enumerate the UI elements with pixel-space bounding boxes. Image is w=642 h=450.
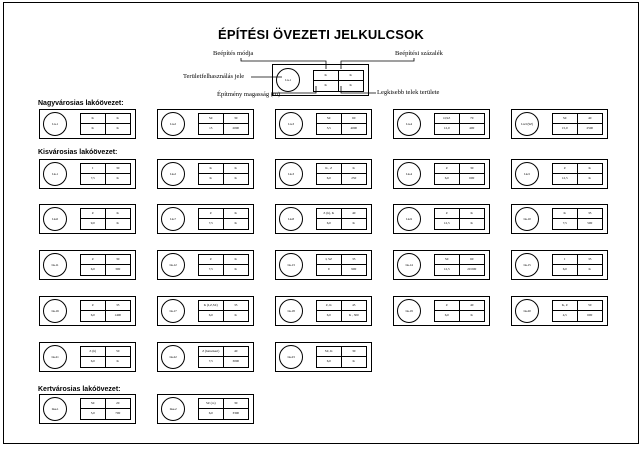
zone-value-grid [80,113,131,135]
zone-card [393,250,490,280]
zone-cell-height: 6,0 [317,357,342,367]
zone-value-grid [198,346,249,368]
zone-cell-building-mode: O,SZ [435,114,460,124]
zone-card [511,296,608,326]
zone-cell-min-plot: 300 [115,267,121,272]
zone-symbol: Lk-4 [397,162,421,186]
section-heading-kisvarosias: Kisvárosias lakóövezet: [38,149,118,156]
zone-symbol: Ln-1 [43,112,67,136]
zone-cell-coverage: 35 [578,255,603,265]
zone-symbol: Lk-15 [515,253,539,277]
zone-cell-height: 6,0 [199,409,224,419]
zone-cell-building-mode: Z [435,301,460,311]
zone-cell-min-plot: K [116,176,119,181]
zone-cell-height: 6,0 [317,311,342,321]
zone-symbol: Lke-2 [161,397,185,421]
zone-cell-coverage: 50 [578,301,603,311]
zone-card [157,394,254,424]
zone-symbol: Lk-6 [43,207,67,231]
zone-cell-coverage: 30 [224,114,249,124]
zone-value-grid [80,254,131,276]
zone-cell-min-plot: K , 300 [348,313,359,318]
zone-symbol: Lk-21 [43,345,67,369]
zone-cell-building-mode: I [81,164,106,174]
zone-cell-coverage: 40 [342,209,367,219]
zone-symbol: Lk-3 [279,162,303,186]
zone-cell-coverage: 40 [460,301,485,311]
zone-symbol: Ln-4 [397,112,421,136]
zone-card [393,204,490,234]
legend-cell-building-mode: K [314,71,339,81]
zone-value-grid [80,300,131,322]
zone-cell-coverage: 30 [106,255,131,265]
zone-cell-building-mode: Z [553,164,578,174]
zone-cell-min-plot: K [116,359,119,364]
zone-cell-coverage: 20 [106,399,131,409]
zone-cell-building-mode: Z [435,164,460,174]
zone-cell-height: 6,0 [553,265,578,275]
zone-cell-height: 5,0 [81,409,106,419]
zone-cell-coverage: 35 [342,255,367,265]
zone-cell-coverage: 30 [224,399,249,409]
zone-cell-coverage: 35 [106,301,131,311]
zone-card [393,159,490,189]
zone-card [39,159,136,189]
zone-value-grid [316,208,367,230]
zone-symbol: Lk-18 [279,299,303,323]
zone-symbol: Lk-9 [397,207,421,231]
zone-cell-min-plot: 2500 [586,126,594,131]
zone-symbol: Ln-3 [279,112,303,136]
zone-cell-min-plot: K [234,176,237,181]
zone-cell-building-mode: SZ [435,255,460,265]
zone-cell-coverage: 35 [224,301,249,311]
zone-card [157,159,254,189]
zone-cell-min-plot: 600 [469,176,475,181]
zone-value-grid [198,254,249,276]
zone-cell-building-mode: SZ [553,114,578,124]
zone-value-grid [316,113,367,135]
zone-cell-min-plot: 400 [469,126,475,131]
zone-symbol: Lk-7 [161,207,185,231]
zone-symbol: Lk-14 [397,253,421,277]
zone-cell-min-plot: 2000 [232,126,240,131]
legend-label-building-height: Építmény magasság (m) [217,91,281,98]
zone-card [39,394,136,424]
zone-cell-min-plot: K [352,359,355,364]
zone-symbol: Lk-19 [397,299,421,323]
zone-symbol: Ln-5 (SZ) [515,112,539,136]
zone-cell-min-plot: 500 [587,221,593,226]
zone-cell-min-plot: 1400 [114,313,122,318]
zone-symbol: Ln-2 [161,112,185,136]
zone-cell-building-mode: K (I,Z,SZ) [199,301,224,311]
zone-value-grid [198,113,249,135]
zone-value-grid [198,398,249,420]
zone-card [511,109,608,139]
zone-symbol: Lk-1 [43,162,67,186]
zone-cell-min-plot: K [352,221,355,226]
zone-cell-coverage: 40 [578,114,603,124]
zone-cell-coverage: K [224,164,249,174]
zone-cell-min-plot: 20 000 [467,267,477,272]
zone-cell-height: 12,5 [435,265,460,275]
zone-cell-height: 6,0 [435,174,460,184]
zone-value-grid [198,300,249,322]
zone-cell-coverage: K [224,209,249,219]
zone-cell-building-mode: K [81,114,106,124]
zone-cell-min-plot: 3300 [232,411,240,416]
zone-cell-height: 7,5 [553,219,578,229]
zoning-key-sheet [3,2,639,444]
zone-card [157,250,254,280]
zone-cell-coverage: 45 [342,301,367,311]
legend-grid [313,70,364,92]
zone-cell-min-plot: K [588,176,591,181]
zone-value-grid [198,163,249,185]
zone-cell-building-mode: Z (hatsókert) [199,347,224,357]
zone-symbol: Lk-5 [515,162,539,186]
zone-cell-height: 6,0 [199,311,224,321]
zone-card [39,296,136,326]
zone-cell-min-plot: 4000 [350,126,358,131]
zone-cell-coverage: 40 [224,347,249,357]
zone-value-grid [552,113,603,135]
zone-cell-height: 12,5 [435,219,460,229]
zone-card [157,342,254,372]
zone-cell-building-mode: Z [199,255,224,265]
zone-cell-building-mode: Z [435,209,460,219]
zone-value-grid [80,163,131,185]
zone-cell-min-plot: 700 [115,411,121,416]
zone-value-grid [316,254,367,276]
zone-value-grid [80,208,131,230]
zone-value-grid [552,163,603,185]
zone-value-grid [552,300,603,322]
zone-cell-height: 9,0 [81,219,106,229]
zone-cell-height: 7,5 [199,265,224,275]
zone-cell-min-plot: K [470,221,473,226]
legend-label-building-mode: Beépítés módja [213,50,254,57]
zone-card [39,204,136,234]
zone-symbol: Lk-23 [279,345,303,369]
zone-symbol: Lk-13 [279,253,303,277]
zone-card [275,296,372,326]
zone-value-grid [316,163,367,185]
zone-card [157,204,254,234]
zone-cell-min-plot: K [234,313,237,318]
legend-label-coverage: Beépítési százalék [395,50,443,57]
zone-cell-min-plot: 600 [587,313,593,318]
zone-cell-height: 15 [199,124,224,134]
zone-cell-building-mode: I, SZ [317,255,342,265]
zone-cell-min-plot: 250 [351,176,357,181]
zone-cell-min-plot: K [588,267,591,272]
zone-cell-coverage: 60 [342,114,367,124]
zone-cell-coverage: 35 [578,209,603,219]
zone-card [511,159,608,189]
legend-zone-symbol: Ln-1 [276,68,300,92]
zone-cell-building-mode: K [553,209,578,219]
zone-card [511,204,608,234]
zone-value-grid [80,346,131,368]
legend-cell-height: K [314,81,339,91]
zone-cell-building-mode: SZ [199,114,224,124]
zone-cell-building-mode: SZ, K [317,347,342,357]
zone-cell-building-mode: Z [199,209,224,219]
zone-cell-height: K [81,124,106,134]
zone-card [275,159,372,189]
section-heading-nagyvarosias: Nagyvárosias lakóövezet: [38,100,124,107]
zone-value-grid [198,208,249,230]
zone-cell-height: 9 [317,265,342,275]
zone-cell-min-plot: 3000 [232,359,240,364]
zone-cell-building-mode: Z (h) [81,347,106,357]
zone-symbol: Lk-8 [279,207,303,231]
zone-cell-building-mode: Z [81,209,106,219]
zone-card [39,109,136,139]
zone-cell-height: 4,5 [553,311,578,321]
legend-label-land-use: Területfelhasználás jele [183,73,245,80]
zone-cell-height: 7,5 [199,357,224,367]
zone-cell-height: 6,0 [81,311,106,321]
zone-cell-coverage: K [224,255,249,265]
zone-symbol: Lk-12 [161,253,185,277]
zone-cell-height: 12,5 [553,174,578,184]
zone-cell-coverage: K [460,209,485,219]
zone-cell-building-mode: SZ (cs) [199,399,224,409]
zone-card [393,296,490,326]
zone-cell-building-mode: Z (h), K [317,209,342,219]
zone-symbol: Lke-1 [43,397,67,421]
zone-cell-coverage: K [578,164,603,174]
zone-cell-height: 6,0 [317,174,342,184]
zone-cell-building-mode: K [199,164,224,174]
zone-cell-height: 15,0 [553,124,578,134]
zone-cell-building-mode: K, Z [553,301,578,311]
zone-cell-height: K [199,174,224,184]
zone-card [157,109,254,139]
zone-value-grid [434,113,485,135]
zone-cell-building-mode: SZ [317,114,342,124]
zone-value-grid [316,346,367,368]
zone-cell-coverage: 60 [460,255,485,265]
zone-cell-height: 6,0 [435,311,460,321]
zone-cell-height: 6,0 [81,265,106,275]
zone-card [39,342,136,372]
zone-value-grid [552,254,603,276]
zone-cell-min-plot: K [116,221,119,226]
legend-box [272,64,369,96]
zone-cell-building-mode: Z [81,255,106,265]
zone-card [275,250,372,280]
zone-symbol: Lk-11 [43,253,67,277]
zone-cell-building-mode: SZ [81,399,106,409]
zone-card [393,109,490,139]
zone-card [511,250,608,280]
zone-cell-min-plot: 900 [351,267,357,272]
zone-cell-coverage: K [342,164,367,174]
zone-cell-coverage: 50 [106,347,131,357]
zone-cell-building-mode: K , Z [317,164,342,174]
zone-card [275,342,372,372]
zone-cell-height: 6,0 [81,357,106,367]
zone-cell-coverage: K [106,114,131,124]
zone-cell-coverage: K [106,209,131,219]
zone-symbol: Lk-2 [161,162,185,186]
zone-cell-building-mode: Z, K [317,301,342,311]
zone-cell-building-mode: I [553,255,578,265]
page-title: ÉPÍTÉSI ÖVEZETI JELKULCSOK [217,27,424,42]
zone-card [39,250,136,280]
zone-symbol: Lk-17 [161,299,185,323]
legend-label-min-plot: Legkisebb telek területe [377,89,440,96]
zone-cell-min-plot: K [116,126,119,131]
zone-value-grid [434,208,485,230]
zone-cell-height: 12,0 [435,124,460,134]
zone-value-grid [434,254,485,276]
zone-cell-coverage: 30 [460,164,485,174]
zone-cell-min-plot: K [234,267,237,272]
zone-cell-coverage: 30 [106,164,131,174]
zone-cell-height: 7,5 [81,174,106,184]
section-heading-kertvarosias: Kertvárosias lakóövezet: [38,386,121,393]
zone-card [275,109,372,139]
zone-card [275,204,372,234]
zone-card [157,296,254,326]
legend-cell-coverage: K [339,71,364,81]
zone-symbol: Lk-10 [515,207,539,231]
zone-value-grid [434,163,485,185]
zone-symbol: Lk-20 [515,299,539,323]
zone-cell-coverage: 30 [342,347,367,357]
zone-cell-min-plot: K [470,313,473,318]
zone-symbol: Lk-16 [43,299,67,323]
zone-cell-height: 6,0 [317,219,342,229]
zone-value-grid [552,208,603,230]
zone-cell-coverage: 70 [460,114,485,124]
zone-symbol: Lk-22 [161,345,185,369]
zone-value-grid [80,398,131,420]
zone-cell-building-mode: Z [81,301,106,311]
zone-cell-height: 7,5 [199,219,224,229]
zone-value-grid [434,300,485,322]
zone-cell-height: 3,5 [317,124,342,134]
zone-value-grid [316,300,367,322]
legend-cell-min-plot: K [349,83,352,88]
zone-cell-min-plot: K [234,221,237,226]
